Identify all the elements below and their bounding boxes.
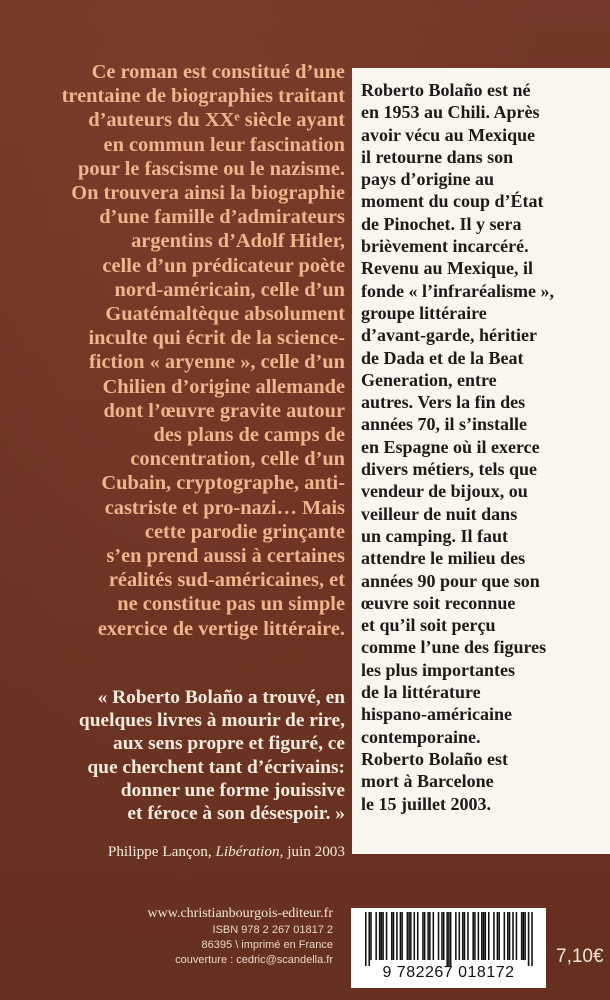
- bio-line: de Pinochet. Il y sera: [361, 213, 522, 234]
- publisher-website[interactable]: www.christianbourgois-editeur.fr: [147, 906, 333, 921]
- quote-line: quelques livres à mourir de rire,: [78, 710, 345, 732]
- summary-line: exercice de vertige littéraire.: [97, 617, 345, 640]
- bio-line: attendre le milieu des: [361, 548, 526, 569]
- summary-line: en commun leur fascination: [103, 133, 345, 156]
- bio-line: groupe littéraire: [361, 302, 487, 323]
- summary-line: trentaine de biographies traitant: [61, 85, 345, 108]
- isbn-text: ISBN 978 2 267 01817 2: [212, 924, 333, 936]
- bio-line: années 70, il s’installe: [361, 414, 528, 435]
- bio-line: un camping. Il faut: [361, 525, 509, 546]
- summary-line: cette parodie grinçante: [144, 520, 345, 543]
- press-quote: [20, 686, 345, 825]
- summary-line: d’auteurs du XXᵉ siècle ayant: [88, 109, 345, 132]
- summary-line: celle d’un prédicateur poète: [102, 254, 345, 277]
- summary-line: s’en prend aussi à certaines: [106, 545, 345, 568]
- summary-line: Cubain, cryptographe, anti-: [101, 472, 345, 495]
- bio-line: vendeur de bijoux, ou: [361, 481, 528, 502]
- bio-line: moment du coup d’État: [361, 191, 544, 212]
- quote-line: que cherchent tant d’écrivains:: [87, 756, 345, 778]
- cover-credit: couverture : cedric@scandella.fr: [175, 954, 333, 966]
- bio-line: de la littérature: [361, 682, 481, 703]
- quote-line: aux sens propre et figuré, ce: [113, 733, 345, 755]
- price: 7,10€: [556, 946, 604, 967]
- summary-line: dont l’œuvre gravite autour: [103, 399, 345, 422]
- bio-line: Roberto Bolaño est né: [361, 80, 531, 100]
- bio-line: années 90 pour que son: [361, 570, 540, 591]
- author-bio: [361, 79, 606, 815]
- summary-line: réalités sud-américaines, et: [108, 569, 345, 592]
- barcode: [351, 908, 546, 988]
- print-info: 86395 \ imprimé en France: [201, 939, 333, 951]
- bio-line: le 15 juillet 2003.: [361, 793, 491, 814]
- summary-line: nord-américain, celle d’un: [114, 278, 345, 301]
- bio-line: œuvre soit reconnue: [361, 592, 516, 613]
- bio-line: contemporaine.: [361, 726, 481, 747]
- bio-line: hispano-américaine: [361, 704, 512, 725]
- bio-line: il retourne dans son: [361, 146, 514, 167]
- quote-author: Philippe Lançon,: [107, 843, 212, 860]
- barcode-digits: 9 782267 018172: [382, 964, 515, 981]
- bio-line: Roberto Bolaño est: [361, 748, 508, 769]
- bio-line: fonde « l’infraréalisme »,: [361, 280, 554, 301]
- bio-line: pays d’origine au: [361, 169, 495, 190]
- bio-line: mort à Barcelone: [361, 771, 494, 792]
- barcode-bars-icon: [365, 912, 533, 966]
- summary-line: castriste et pro-nazi… Mais: [104, 496, 345, 519]
- bio-line: comme l’une des figures: [361, 637, 547, 658]
- bio-line: de Dada et de la Beat: [361, 347, 524, 368]
- summary-line: argentins d’Adolf Hitler,: [131, 230, 345, 253]
- bio-line: veilleur de nuit dans: [361, 503, 518, 524]
- bio-line: en 1953 au Chili. Après: [361, 102, 540, 123]
- bio-line: Generation, entre: [361, 369, 497, 390]
- bio-line: divers métiers, tels que: [361, 459, 537, 480]
- bio-line: brièvement incarcéré.: [361, 236, 529, 257]
- quote-publication: Libération: [215, 843, 280, 860]
- summary-line: Chilien d’origine allemande: [102, 375, 345, 398]
- summary-line: inculte qui écrit de la science-: [88, 327, 345, 350]
- summary-line: fiction « aryenne », celle d’un: [89, 351, 345, 374]
- quote-date: , juin 2003: [279, 843, 345, 860]
- bio-line: d’avant-garde, héritier: [361, 325, 537, 346]
- summary-line: concentration, celle d’un: [130, 448, 345, 471]
- summary-line: d’une famille d’admirateurs: [99, 206, 345, 229]
- summary-line: pour le fascisme ou le nazisme.: [78, 157, 345, 180]
- summary-line: On trouvera ainsi la biographie: [71, 182, 345, 205]
- publisher-footer: [0, 905, 333, 968]
- quote-attribution: [20, 843, 345, 861]
- summary-line: des plans de camps de: [153, 424, 345, 447]
- summary-line: ne constitue pas un simple: [117, 593, 345, 616]
- quote-line: « Roberto Bolaño a trouvé, en: [97, 687, 345, 708]
- quote-line: donner une forme jouissive: [120, 779, 345, 801]
- bio-line: les plus importantes: [361, 659, 516, 680]
- summary-line: Ce roman est constitué d’une: [91, 61, 345, 83]
- book-summary: [20, 60, 345, 641]
- bio-line: en Espagne où il exerce: [361, 436, 540, 457]
- bio-line: autres. Vers la fin des: [361, 392, 526, 413]
- bio-line: Revenu au Mexique, il: [361, 258, 534, 279]
- bio-line: avoir vécu au Mexique: [361, 124, 536, 145]
- bio-line: et qu’il soit perçu: [361, 615, 496, 636]
- summary-line: Guatémaltèque absolument: [105, 303, 345, 326]
- quote-line: et féroce à son désespoir. »: [127, 803, 345, 825]
